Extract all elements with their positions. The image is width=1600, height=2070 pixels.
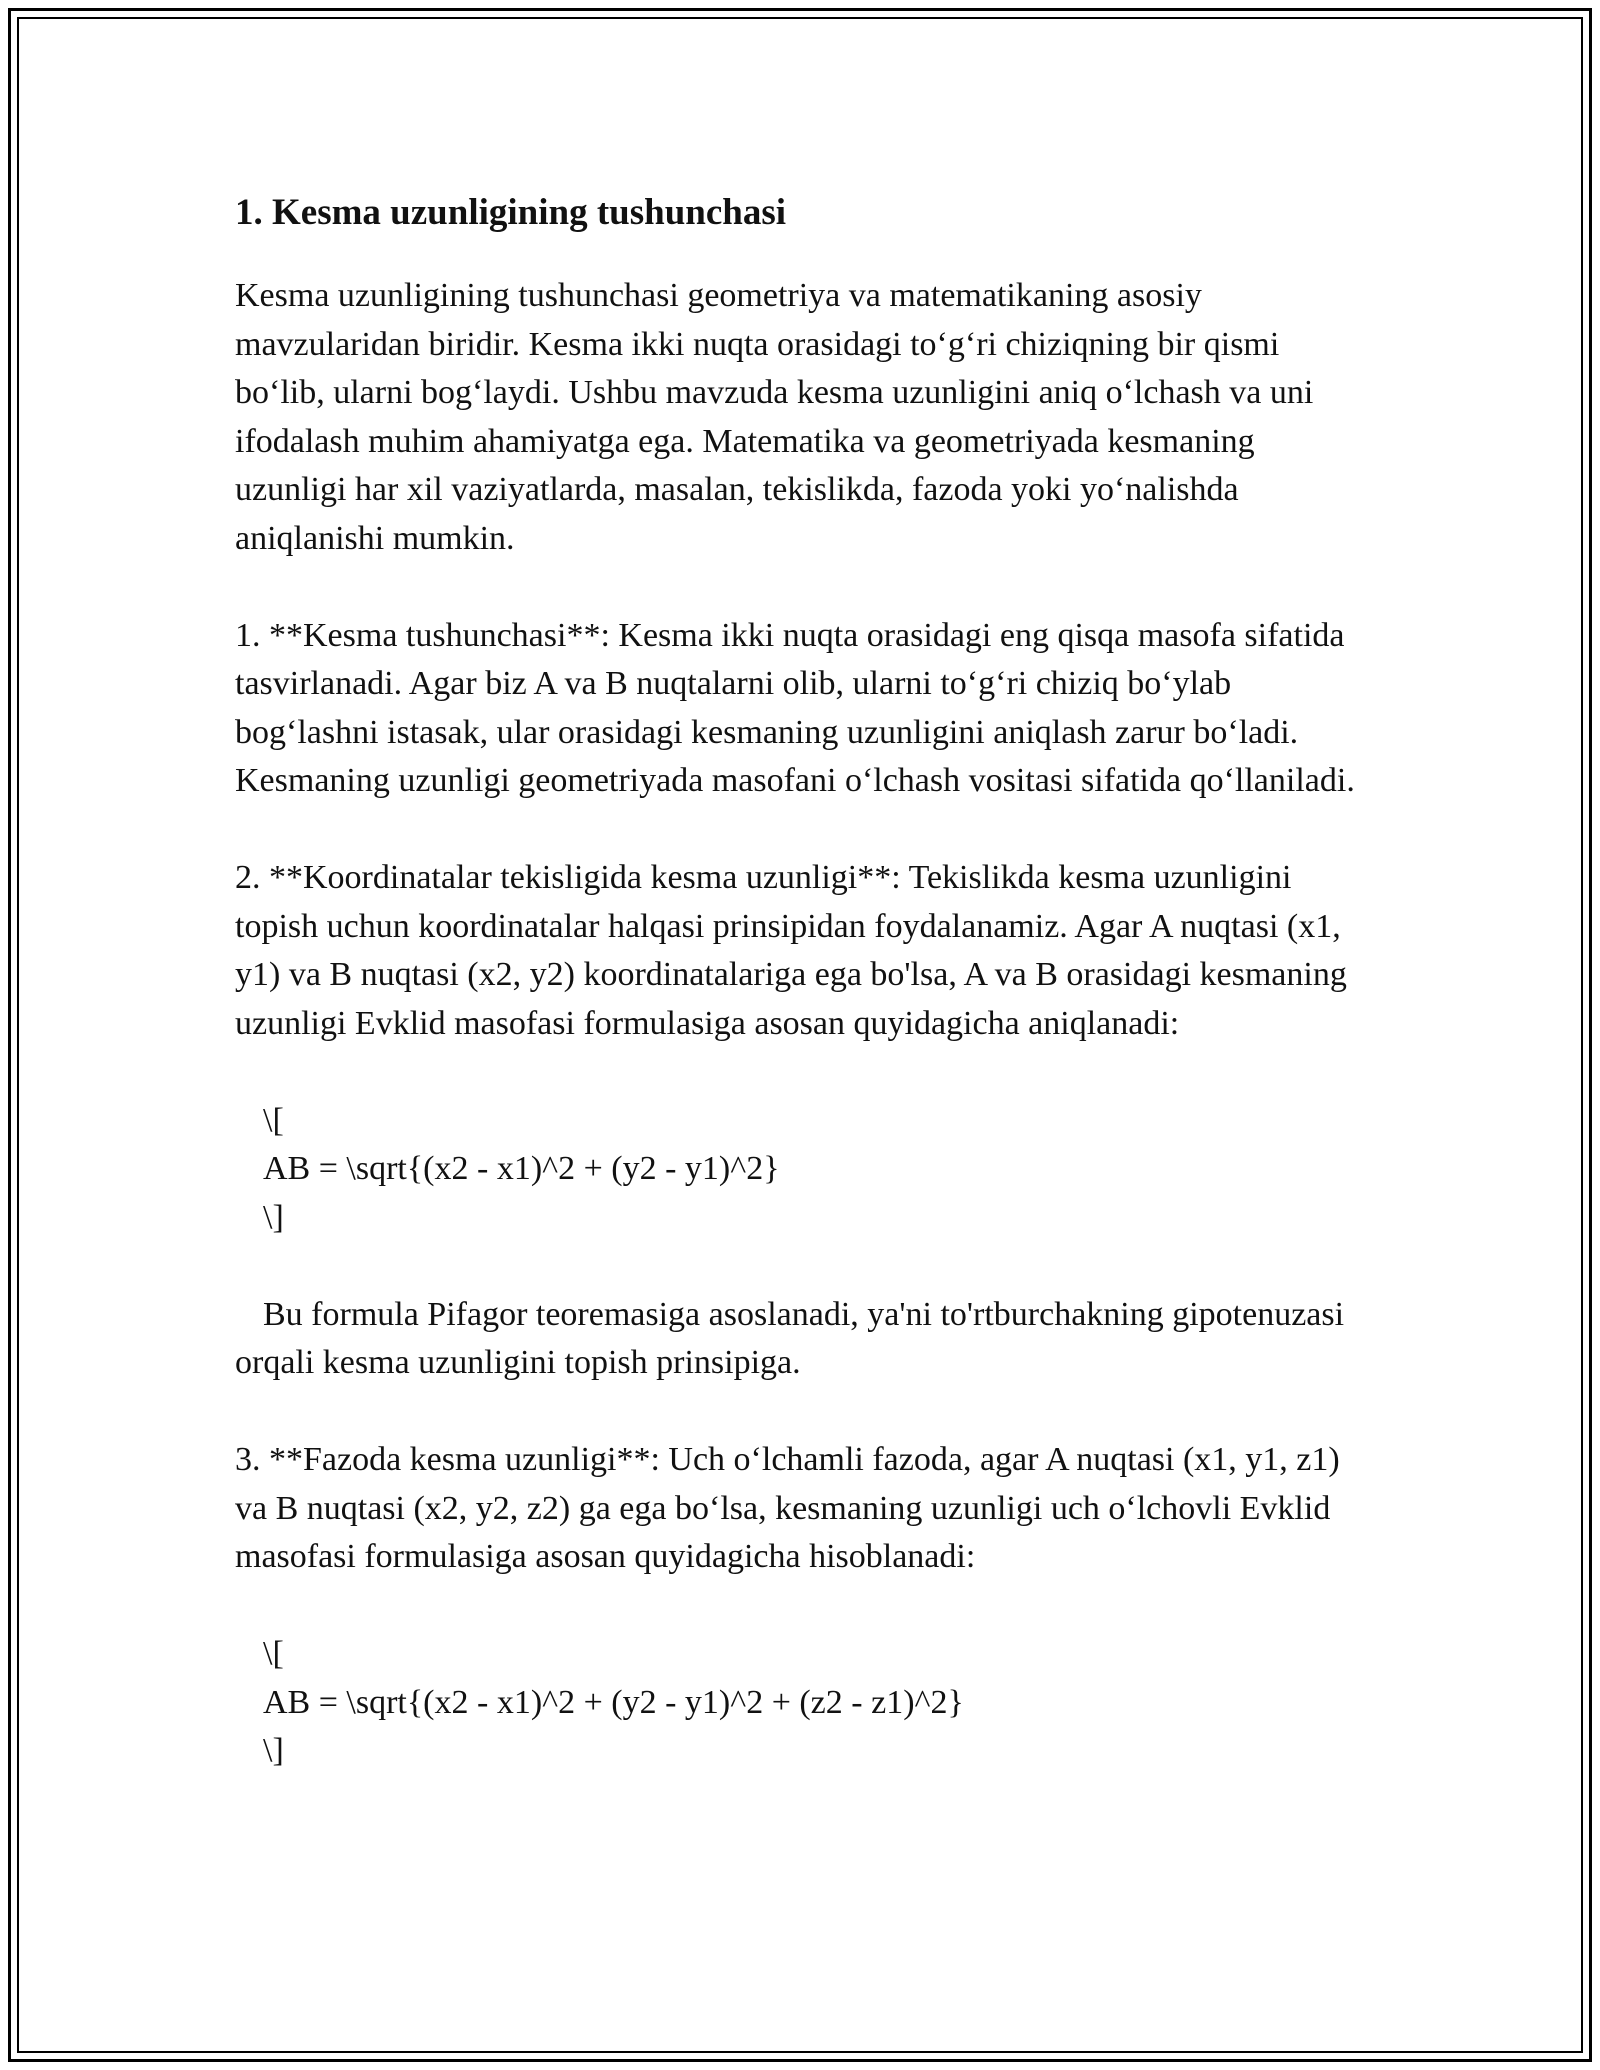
paragraph-spacer <box>235 1388 1370 1437</box>
document-body <box>235 188 1370 1776</box>
formula-2-close: \] <box>263 1198 284 1236</box>
formula-3-close: \] <box>263 1732 284 1769</box>
point-3-paragraph: 3. **Fazoda kesma uzunligi**: Uch o‘lchamli fazoda, agar A nuqtasi (x1, y1, z1) va B nuqtasi (x2, y2, z2) ga ega bo‘lsa, kesmaning uzunligi uch o‘lchovli Evklid masofasi formulasiga asosan quyidagicha hisoblanadi: <box>235 1441 1340 1575</box>
point-2-paragraph: 2. **Koordinatalar tekisligida kesma uzunligi**: Tekislikda kesma uzunligini topish uchun koordinatalar halqasi prinsipidan foydalanamiz. Agar A nuqtasi (x1, y1) va B nuqtasi (x2, y2) koordinatalariga ega bo'lsa, A va B orasidagi kesmaning uzunligi Evklid masofasi formulasiga asosan quyidagicha aniqlanadi: <box>235 859 1347 1042</box>
paragraph-spacer <box>235 1242 1370 1291</box>
formula-3: AB = \sqrt{(x2 - x1)^2 + (y2 - y1)^2 + (z2 - z1)^2} <box>263 1683 964 1721</box>
section-heading: 1. Kesma uzunligining tushunchasi <box>235 192 787 233</box>
paragraph-spacer <box>235 806 1370 855</box>
paragraph-spacer <box>235 563 1370 612</box>
formula-2: AB = \sqrt{(x2 - x1)^2 + (y2 - y1)^2} <box>263 1150 780 1187</box>
intro-paragraph: Kesma uzunligining tushunchasi geometriya va matematikaning asosiy mavzularidan biridir. Kesma ikki nuqta orasidagi to‘g‘ri chiziqning bir qismi bo‘lib, ularni bog‘laydi. Ushbu mavzuda kesma uzunligini aniq o‘lchash va uni ifodalash muhim ahamiyatga ega. Matematika va geometriyada kesmaning uzunligi har xil vaziyatlarda, masalan, tekislikda, fazoda yoki yo‘nalishda aniqlanishi mumkin. <box>235 277 1314 557</box>
point-1-paragraph: 1. **Kesma tushunchasi**: Kesma ikki nuqta orasidagi eng qisqa masofa sifatida tasvirlanadi. Agar biz A va B nuqtalarni olib, ularni to‘g‘ri chiziq bo‘ylab bog‘lashni istasak, ular orasidagi kesmaning uzunligini aniqlash zarur bo‘ladi. Kesmaning uzunligi geometriyada masofani o‘lchash vositasi sifatida qo‘llaniladi. <box>235 616 1355 799</box>
paragraph-spacer <box>235 1582 1370 1631</box>
paragraph-spacer <box>235 1048 1370 1097</box>
formula-2-note <box>235 1291 1370 1388</box>
formula-2-note-text: Bu formula Pifagor teoremasiga asoslanadi, ya'ni to'rtburchakning gipotenuzasi orqali kesma uzunligini topish prinsipiga. <box>235 1295 1345 1381</box>
formula-2-open: \[ <box>263 1101 284 1139</box>
formula-3-open: \[ <box>263 1635 284 1672</box>
